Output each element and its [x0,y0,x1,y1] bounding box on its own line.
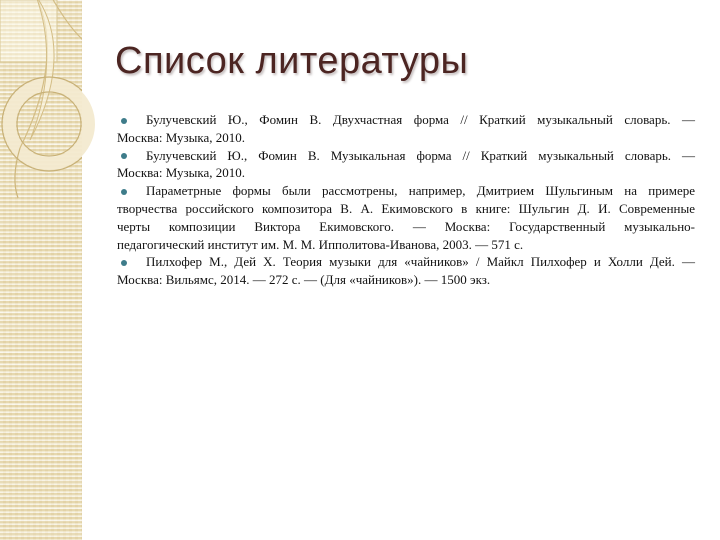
bibliography-line: черты композиции Виктора Екимовского. — Москва: Государственный музыкально- [117,218,695,234]
leaf-arc-ornament [52,0,104,56]
bibliography-item [117,111,695,147]
slide-title: Список литературы [115,40,469,82]
bibliography-item [117,182,695,253]
bibliography-line: Москва: Музыка, 2010. [117,165,245,181]
ring-inner-outline [17,92,81,156]
bibliography-line: Москва: Вильямс, 2014. — 272 с. — (Для «чайников»). — 1500 экз. [117,272,491,288]
bullet-icon [121,260,127,266]
ring-ornament [10,85,89,164]
bullet-icon [121,189,127,195]
bibliography-item [117,253,695,289]
bibliography-line: Булучевский Ю., Фомин В. Двухчастная форма // Краткий музыкальный словарь. — [146,112,695,127]
bibliography-line: Москва: Музыка, 2010. [117,129,245,145]
bibliography-line: Пилхофер М., Дей Х. Теория музыки для «чайников» / Майкл Пилхофер и Холли Дей. — [146,254,695,270]
bibliography-line: творчества российского композитора В. А. Екимовского в книге: Шульгин Д. И. Современные [117,200,695,216]
bibliography-line: Параметрные формы были рассмотрены, например, Дмитрием Шульгиным на примере [146,183,695,199]
bibliography-item [117,147,695,183]
bibliography-line: педагогический институт им. М. М. Ипполитова-Иванова, 2003. — 571 с. [117,236,524,252]
sidebar-ornament-graphic [0,0,110,300]
bullet-icon [121,118,127,124]
bibliography-line: Булучевский Ю., Фомин В. Музыкальная форма // Краткий музыкальный словарь. — [146,147,695,163]
bibliography-list [117,111,695,289]
